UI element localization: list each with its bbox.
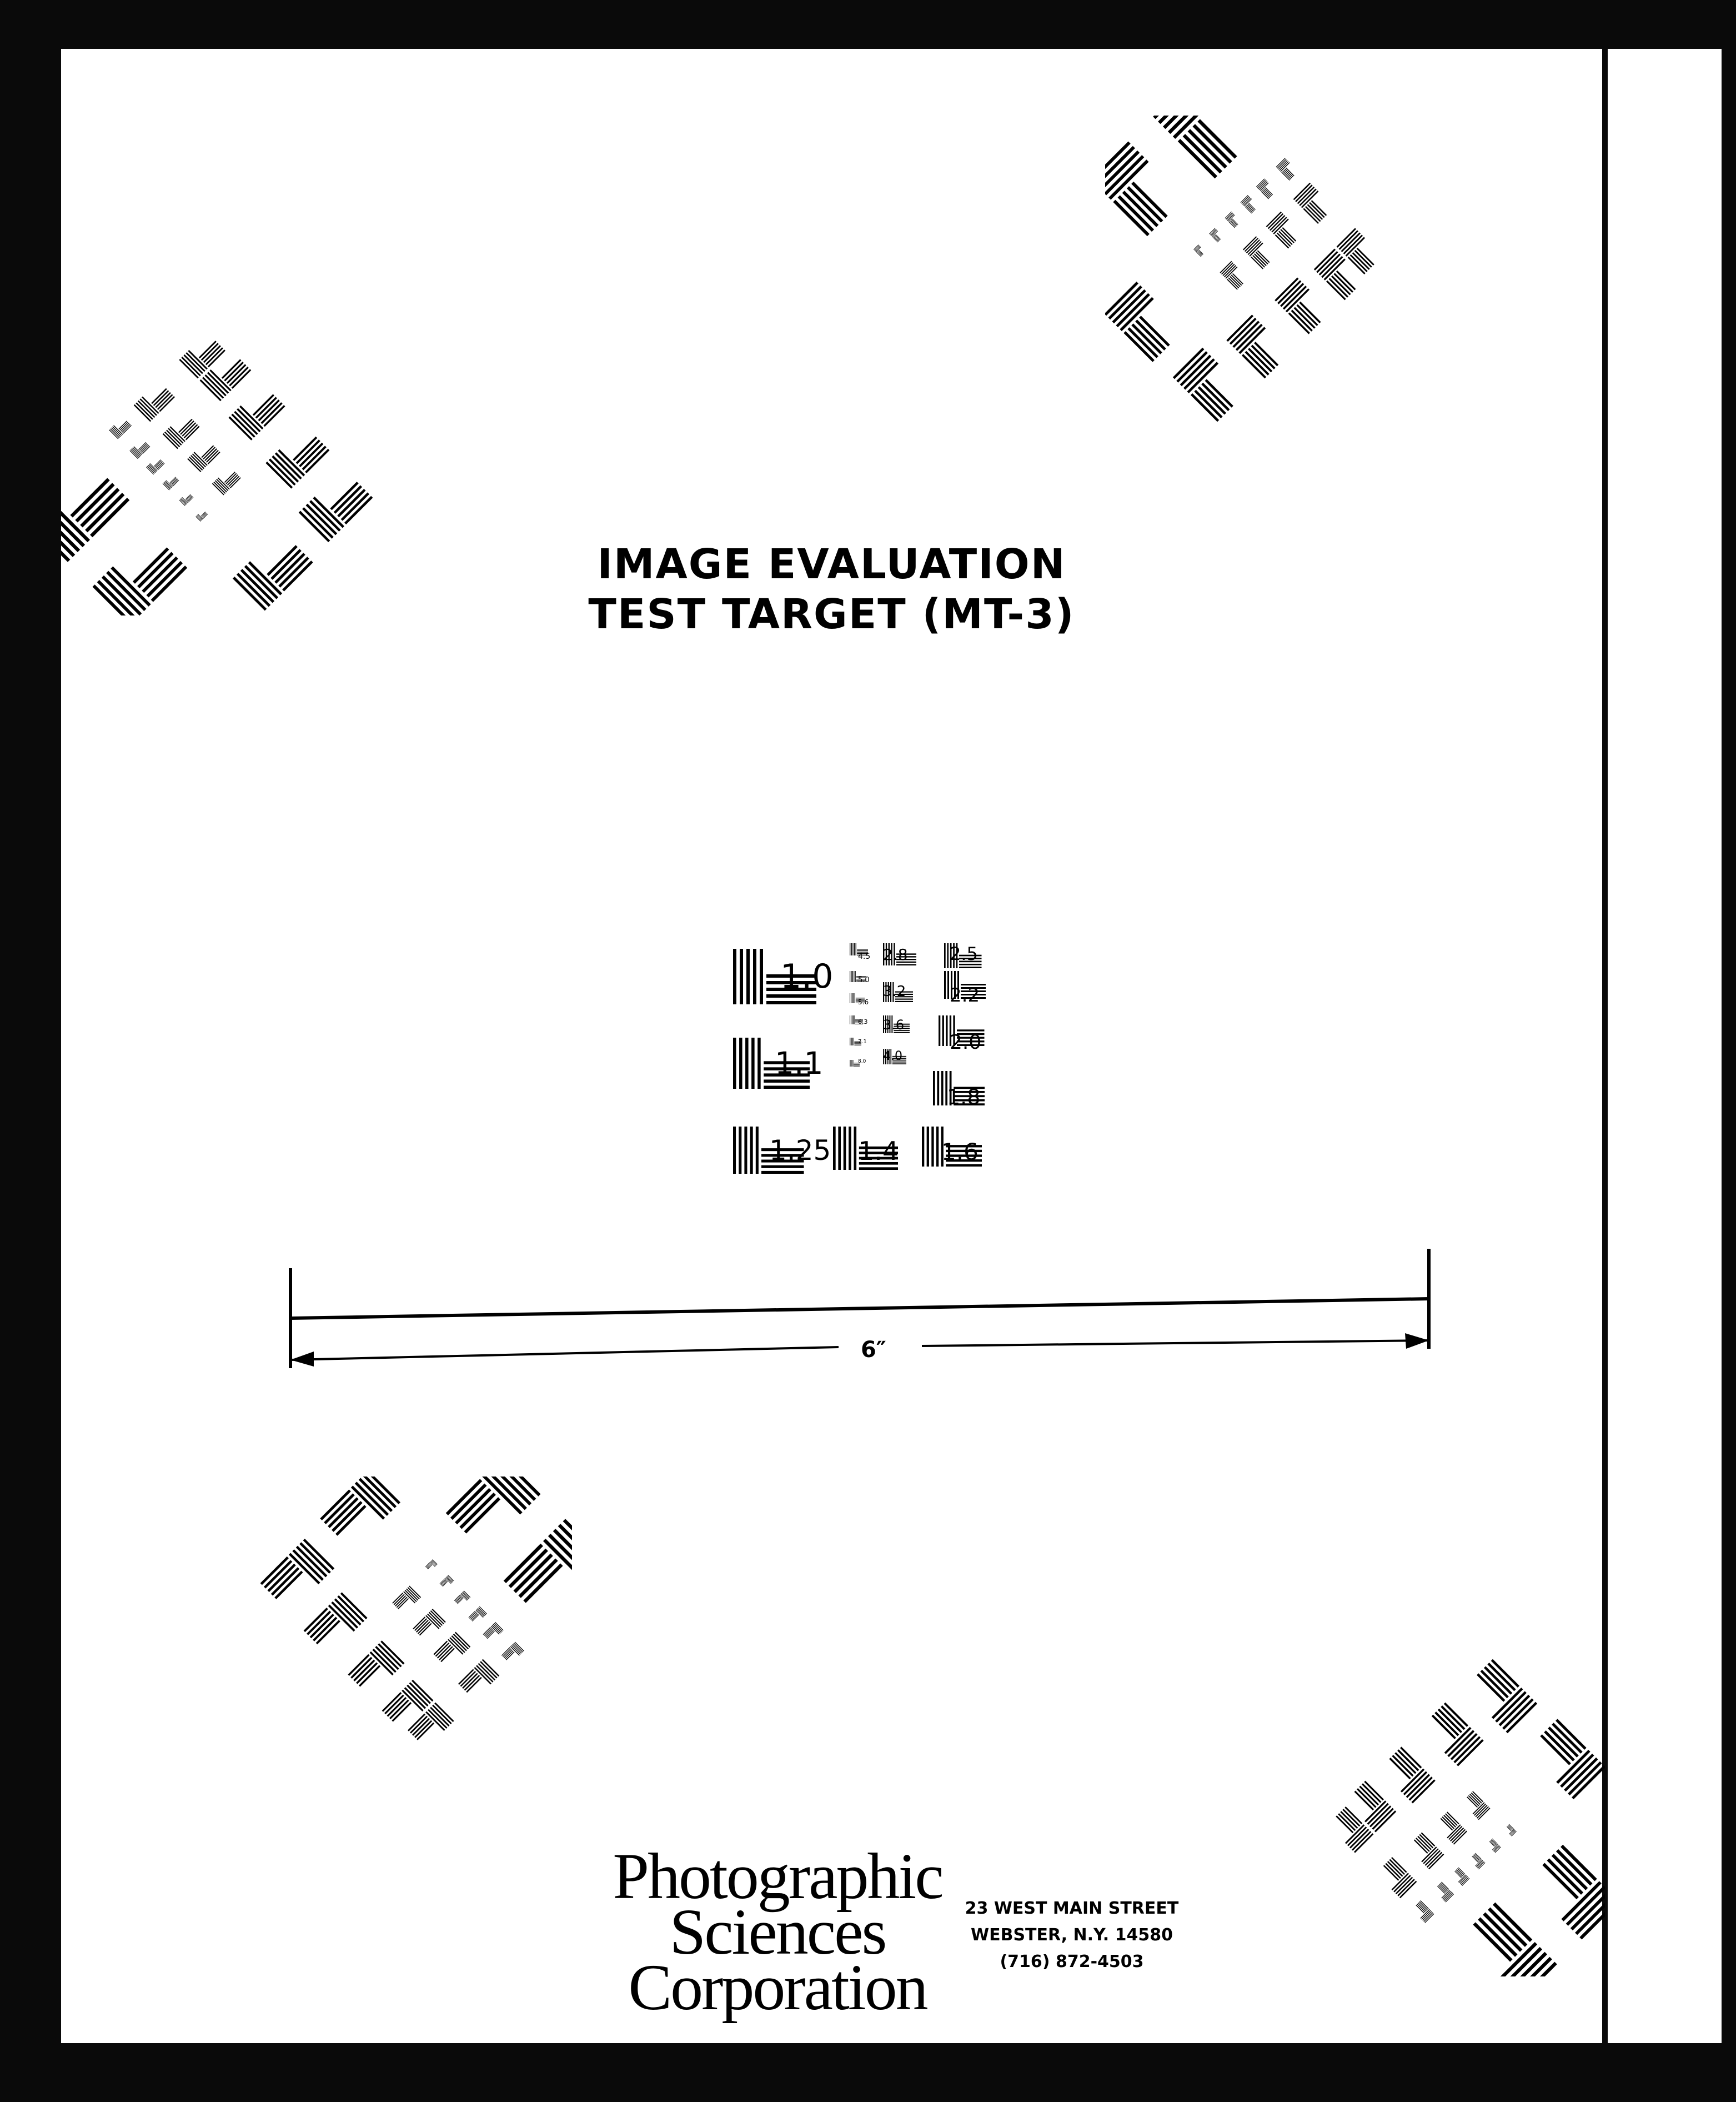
corner-pattern-bottom-left xyxy=(72,1477,572,1976)
label-1-6: 1.6 xyxy=(941,1138,979,1165)
label-2-2: 2.2 xyxy=(950,984,980,1007)
label-3-2: 3.2 xyxy=(883,983,906,1000)
scale-label: 6″ xyxy=(861,1337,886,1363)
title-line-1: IMAGE EVALUATION xyxy=(597,540,1066,588)
company-line-3: Corporation xyxy=(628,1951,927,2024)
label-1-25: 1.25 xyxy=(769,1134,831,1167)
test-target-sheet xyxy=(61,49,1602,2043)
scale-bar xyxy=(283,1193,1449,1377)
label-3-6: 3.6 xyxy=(883,1017,905,1033)
label-8-0: 8.0 xyxy=(858,1059,866,1064)
label-1-8: 1.8 xyxy=(947,1085,981,1109)
label-5-6: 5.6 xyxy=(858,998,869,1006)
label-1-4: 1.4 xyxy=(858,1136,899,1166)
label-1-1: 1.1 xyxy=(775,1045,824,1081)
company-line-1: Photographic xyxy=(613,1840,942,1913)
label-1-0: 1.0 xyxy=(780,957,834,996)
label-2-8: 2.8 xyxy=(883,945,908,964)
adjacent-page-strip xyxy=(1608,49,1722,2043)
label-2-5: 2.5 xyxy=(950,943,978,964)
label-6-3: 6.3 xyxy=(858,1018,868,1025)
label-7-1: 7.1 xyxy=(858,1039,867,1045)
address-line-2: WEBSTER, N.Y. 14580 xyxy=(971,1925,1173,1945)
title-line-2: TEST TARGET (MT-3) xyxy=(588,590,1075,638)
address-line-3: (716) 872-4503 xyxy=(1000,1952,1144,1971)
address-line-1: 23 WEST MAIN STREET xyxy=(965,1899,1179,1918)
label-4-0: 4.0 xyxy=(883,1049,902,1063)
label-4-5: 4.5 xyxy=(858,952,871,961)
label-2-0: 2.0 xyxy=(950,1031,982,1054)
company-line-2: Sciences xyxy=(669,1895,886,1968)
label-5-0: 5.0 xyxy=(858,976,870,984)
